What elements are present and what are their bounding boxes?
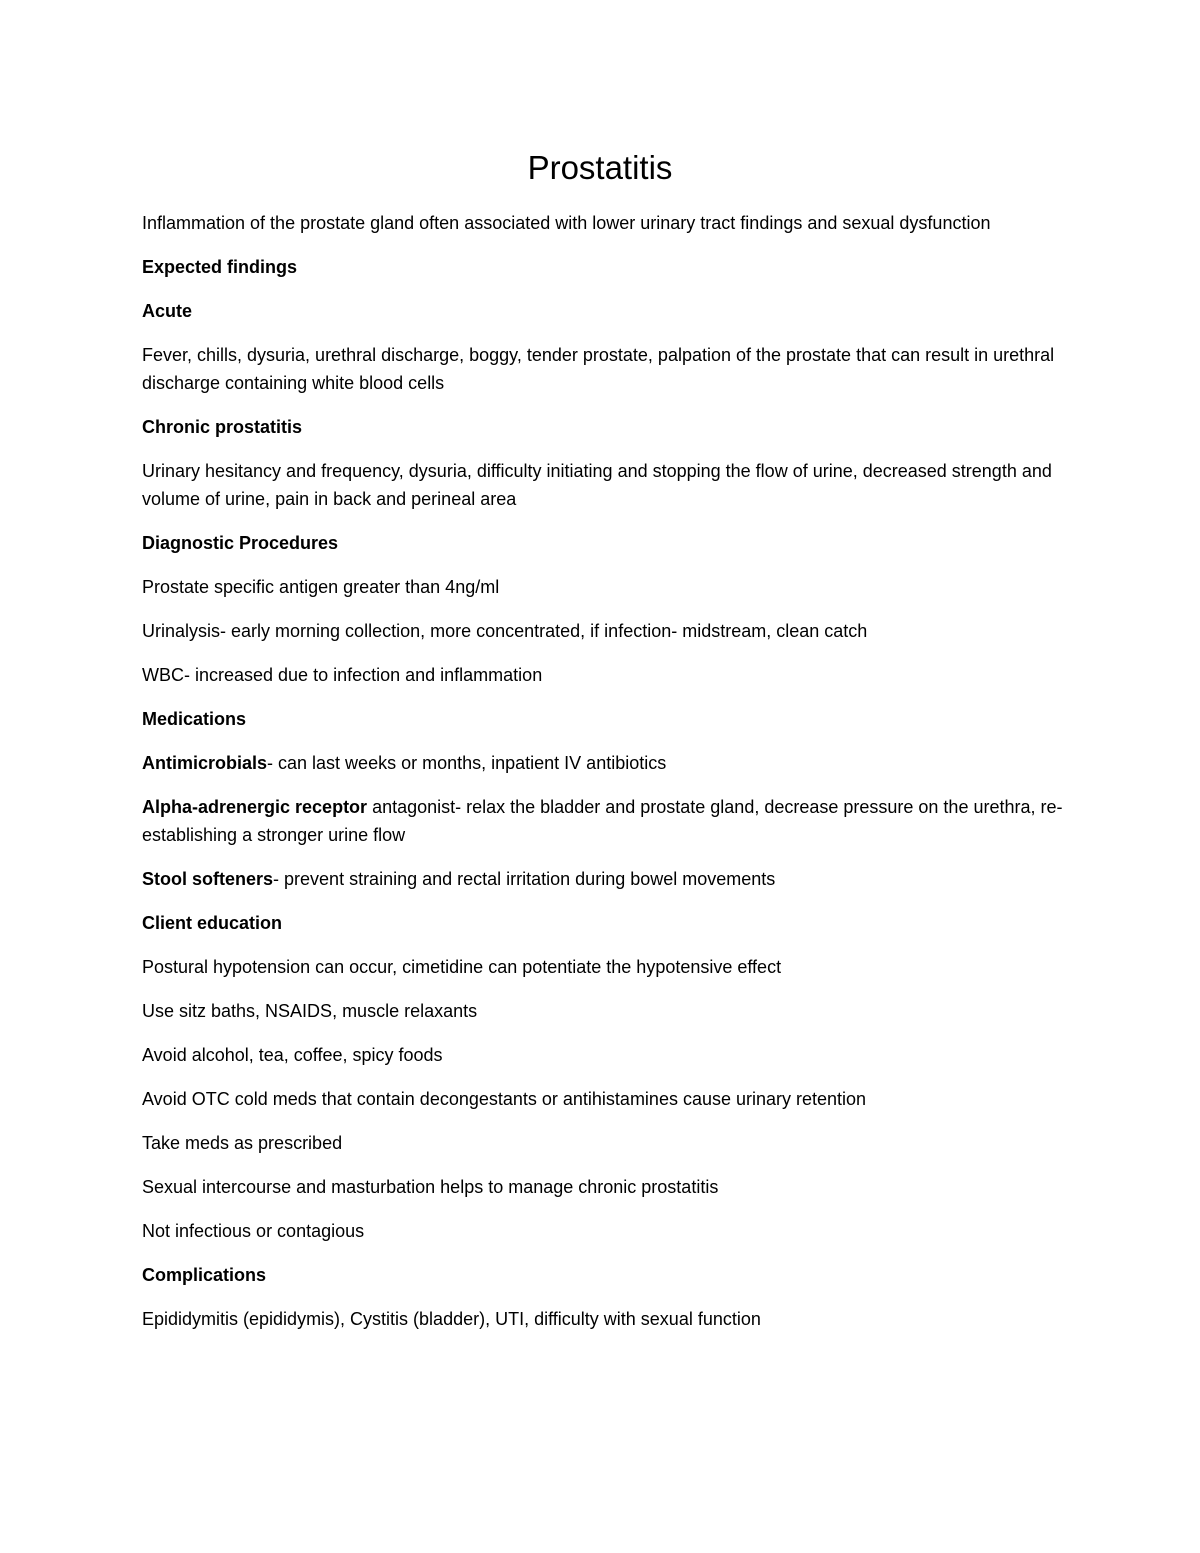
acute-text: Fever, chills, dysuria, urethral discharge, boggy, tender prostate, palpation of the prostate that can result in urethral discharge containing white blood cells <box>142 345 1055 393</box>
medication-description: - can last weeks or months, inpatient IV antibiotics <box>267 753 667 773</box>
medication-item <box>142 793 1072 849</box>
document-body <box>142 209 1072 1349</box>
education-item: Take meds as prescribed <box>142 1133 343 1153</box>
diagnostics-heading: Diagnostic Procedures <box>142 533 339 553</box>
medication-item <box>142 865 1072 893</box>
diagnostic-item: WBC- increased due to infection and inflammation <box>142 665 543 685</box>
page-title: Prostatitis <box>527 149 673 186</box>
medication-description: - prevent straining and rectal irritation during bowel movements <box>273 869 776 889</box>
diagnostic-item: Urinalysis- early morning collection, more concentrated, if infection- midstream, clean catch <box>142 621 868 641</box>
complications-heading: Complications <box>142 1265 267 1285</box>
medication-item <box>142 749 1072 777</box>
education-item: Avoid alcohol, tea, coffee, spicy foods <box>142 1045 443 1065</box>
chronic-text: Urinary hesitancy and frequency, dysuria, difficulty initiating and stopping the flow of urine, decreased strength and volume of urine, pain in back and perineal area <box>142 461 1052 509</box>
medication-description: antagonist- relax the bladder and prostate gland, decrease pressure on the urethra, re-establishing a stronger urine flow <box>142 797 1063 845</box>
education-item: Use sitz baths, NSAIDS, muscle relaxants <box>142 1001 478 1021</box>
complications-text: Epididymitis (epididymis), Cystitis (bladder), UTI, difficulty with sexual function <box>142 1309 761 1329</box>
education-item: Not infectious or contagious <box>142 1221 365 1241</box>
medication-term: Alpha-adrenergic receptor <box>142 797 368 817</box>
medications-heading: Medications <box>142 709 247 729</box>
chronic-heading: Chronic prostatitis <box>142 417 303 437</box>
education-heading: Client education <box>142 913 283 933</box>
education-item: Sexual intercourse and masturbation helps to manage chronic prostatitis <box>142 1177 719 1197</box>
intro-paragraph: Inflammation of the prostate gland often associated with lower urinary tract findings and sexual dysfunction <box>142 213 991 233</box>
medication-term: Antimicrobials <box>142 753 268 773</box>
medication-term: Stool softeners <box>142 869 274 889</box>
education-item: Postural hypotension can occur, cimetidine can potentiate the hypotensive effect <box>142 957 782 977</box>
diagnostic-item: Prostate specific antigen greater than 4ng/ml <box>142 577 500 597</box>
acute-heading: Acute <box>142 301 193 321</box>
education-item: Avoid OTC cold meds that contain decongestants or antihistamines cause urinary retention <box>142 1089 867 1109</box>
expected-findings-heading: Expected findings <box>142 257 298 277</box>
